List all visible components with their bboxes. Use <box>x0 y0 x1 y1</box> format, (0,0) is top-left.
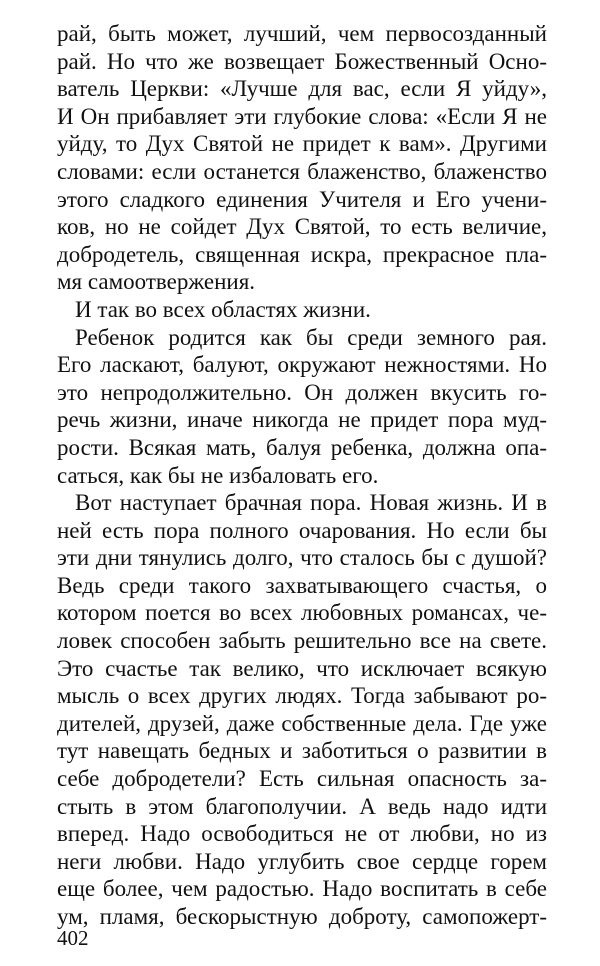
text-line: тут навещать бедных и заботиться о развитии в <box>57 738 547 764</box>
text-line: Вот наступает брачная пора. Новая жизнь. И в <box>75 490 547 516</box>
text-line: рости. Всякая мать, балуя ребенка, должна опа- <box>57 434 547 460</box>
text-line: Ведь среди такого захватывающего счастья, о <box>57 572 547 598</box>
text-line: И Он прибавляет эти глубокие слова: «Если Я не <box>57 103 547 129</box>
text-line: это непродолжительно. Он должен вкусить го- <box>57 379 547 405</box>
text-line: стыть в этом благополучии. А ведь надо идти <box>57 793 547 819</box>
text-line: эти дни тянулись долго, что сталось бы с душой? <box>57 545 547 571</box>
text-line: ней есть пора полного очарования. Но если бы <box>57 517 547 543</box>
paragraph <box>57 324 547 490</box>
text-line: саться, как бы не избаловать его. <box>57 462 379 488</box>
text-line: ловек способен забыть решительно все на свете. <box>57 628 547 654</box>
text-line: себе добродетели? Есть сильная опасность за- <box>57 766 547 792</box>
text-line: мысль о всех других людях. Тогда забывают ро- <box>57 683 547 709</box>
text-line: котором поется во всех любовных романсах, че- <box>57 600 547 626</box>
text-line: словами: если останется блаженство, блаженство <box>57 158 547 184</box>
page-number: 402 <box>57 926 89 950</box>
text-line: еще более, чем радостью. Надо воспитать в себе <box>57 876 547 902</box>
text-line: речь жизни, иначе никогда не придет пора муд- <box>57 407 547 433</box>
text-line: Его ласкают, балуют, окружают нежностями. Но <box>57 352 547 378</box>
paragraph <box>57 489 547 931</box>
text-line: рай. Но что же возвещает Божественный Осно- <box>57 48 547 74</box>
text-line: И так во всех областях жизни. <box>75 296 371 322</box>
text-line: неги любви. Надо углубить свое сердце горем <box>57 848 547 874</box>
text-line: ватель Церкви: «Лучше для вас, если Я уйду», <box>57 76 547 102</box>
text-line: вперед. Надо освободиться не от любви, но из <box>57 821 547 847</box>
text-line: рай, быть может, лучший, чем первосозданный <box>57 21 547 46</box>
text-line: уйду, то Дух Святой не придет к вам». Другими <box>57 131 547 157</box>
paragraph <box>57 20 547 296</box>
text-line: мя самоотвержения. <box>57 269 256 295</box>
text-line: ум, пламя, бескорыстную доброту, самопожерт- <box>57 904 547 929</box>
text-line: дителей, друзей, даже собственные дела. Где уже <box>57 710 547 736</box>
text-line: добродетель, священная искра, прекрасное пла- <box>57 241 547 267</box>
text-line: этого сладкого единения Учителя и Его учени- <box>57 186 547 212</box>
text-line: Ребенок родится как бы среди земного рая. <box>75 324 547 350</box>
page-body <box>57 20 547 931</box>
paragraph <box>57 296 547 324</box>
text-line: ков, но не сойдет Дух Святой, то есть величие, <box>57 214 547 240</box>
text-line: Это счастье так велико, что исключает всякую <box>57 655 547 681</box>
